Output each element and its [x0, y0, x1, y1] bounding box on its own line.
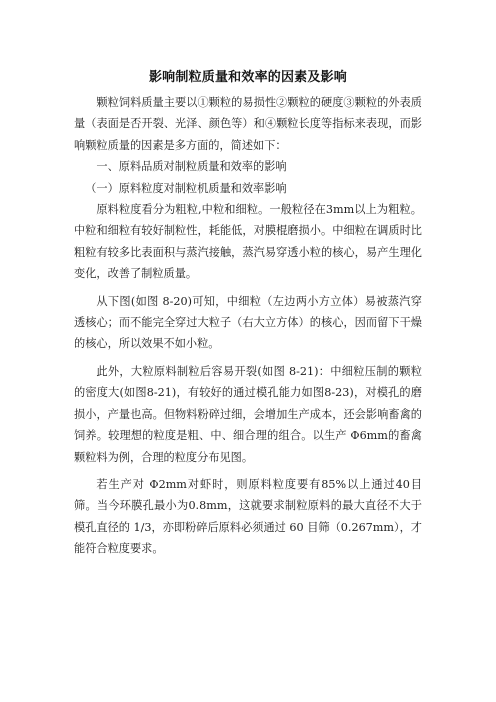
paragraph-figure-8-20: 从下图(如图 8-20)可知，中细粒（左边两小方立体）易被蒸汽穿透核心；而不能完全穿过大粒子（右大立方体）的核心，因而留下干燥的核心，所以效果不如小粒。 [74, 294, 422, 351]
subsection-heading-1: （一）原料粒度对制粒机质量和效率影响 [85, 181, 287, 195]
paragraph-intro: 颗粒饲料质量主要以①颗粒的易损性②颗粒的硬度③颗粒的外表质量（表面是否开裂、光泽、颜色等）和④颗粒长度等指标来表现，而影响颗粒质量的因素是多方面的，简述如下： [74, 96, 422, 152]
section-heading-1: 一、原料品质对制粒质量和效率的影响 [96, 160, 287, 174]
paragraph-figure-8-21: 此外，大粒原料制粒后容易开裂(如图 8-21)：中细粒压制的颗粒的密度大(如图8-21)，有较好的通过模孔能力如图8-23)，对模孔的磨损小，产量也高。但物料粉碎过细，会增加生产成本，还会影响畜禽的饲养。较理想的粒度是粗、中、细合理的组合。以生产 Φ6mm的畜禽颗粒料为例，合理的粒度分布见图。 [74, 364, 422, 464]
document-body [74, 92, 422, 560]
paragraph-shrimp-feed: 若生产对 Φ2mm对虾时，则原料粒度要有85%以上通过40目筛。当今环膜孔最小为0.8mm，这就要求制粒原料的最大直径不大于模孔直径的 1/3，亦即粉碎后原料必须通过 60 目筛（0.267mm），才能符合粒度要求。 [74, 477, 422, 556]
paragraph-particle-size: 原料粒度看分为粗粒,中粒和细粒。一般粒径在3mm以上为粗粒。中粒和细粒有较好制粒性，耗能低，对膜棍磨损小。中细粒在调质时比粗粒有较多比表面积与蒸汽接触，蒸汽易穿透小粒的核心，易产生理化变化，改善了制粒质量。 [74, 203, 422, 281]
document-title: 影响制粒质量和效率的因素及影响 [148, 70, 347, 85]
